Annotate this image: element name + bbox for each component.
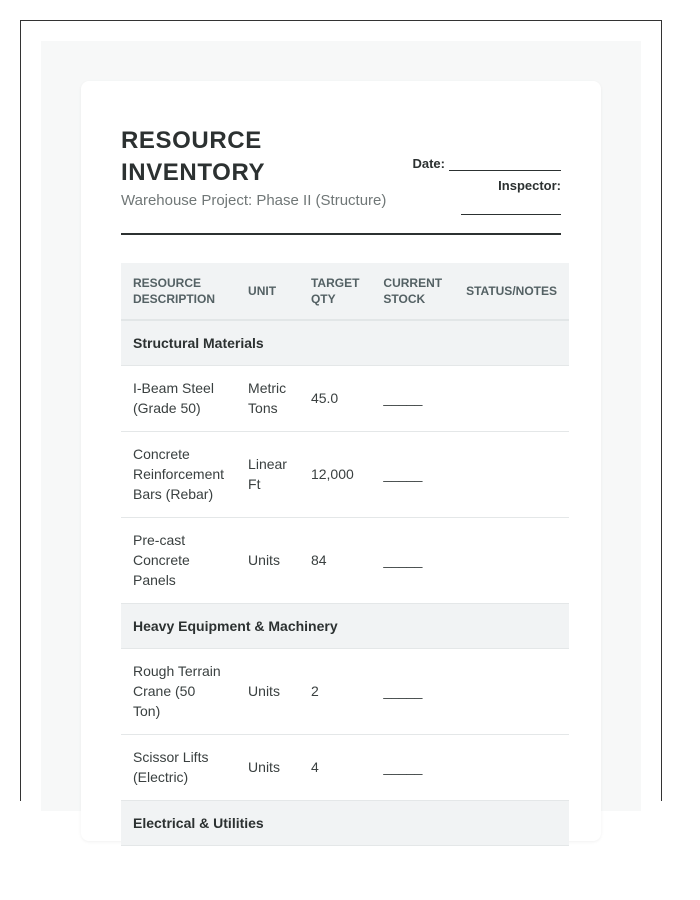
inspector-line-row	[341, 193, 561, 215]
page-subtitle: Warehouse Project: Phase II (Structure)	[121, 192, 387, 209]
table-row	[121, 366, 569, 432]
cell-current-stock[interactable]: _____	[371, 432, 454, 518]
cell-description: Scissor Lifts (Electric)	[121, 735, 236, 801]
section-row-structural	[121, 320, 569, 366]
section-title: Heavy Equipment & Machinery	[121, 604, 569, 649]
inspector-blank-line	[461, 200, 561, 215]
cell-description: Concrete Reinforcement Bars (Rebar)	[121, 432, 236, 518]
section-row-electrical	[121, 801, 569, 846]
signoff-block	[341, 149, 561, 215]
date-blank-line	[449, 156, 561, 171]
table-row	[121, 432, 569, 518]
inspector-row	[341, 171, 561, 193]
table-header	[121, 263, 569, 320]
date-row	[341, 149, 561, 171]
cell-status-notes[interactable]	[454, 432, 569, 518]
cell-target-qty: 4	[299, 735, 371, 801]
date-label: Date:	[412, 156, 445, 171]
cell-current-stock[interactable]: _____	[371, 518, 454, 604]
cell-current-stock[interactable]: _____	[371, 735, 454, 801]
table-row	[121, 518, 569, 604]
column-header-status-notes: STATUS/NOTES	[454, 263, 569, 320]
table-row	[121, 649, 569, 735]
cell-unit: Metric Tons	[236, 366, 299, 432]
column-header-unit: UNIT	[236, 263, 299, 320]
cell-target-qty: 2	[299, 649, 371, 735]
table-body	[121, 320, 569, 846]
cell-target-qty: 45.0	[299, 366, 371, 432]
table-header-row	[121, 263, 569, 320]
cell-status-notes[interactable]	[454, 366, 569, 432]
inventory-card	[81, 81, 601, 841]
document-frame	[20, 20, 662, 831]
cell-description: I-Beam Steel (Grade 50)	[121, 366, 236, 432]
cell-current-stock[interactable]: _____	[371, 649, 454, 735]
cell-unit: Units	[236, 649, 299, 735]
column-header-current-stock: CURRENT STOCK	[371, 263, 454, 320]
column-header-target-qty: TARGET QTY	[299, 263, 371, 320]
cell-current-stock[interactable]: _____	[371, 366, 454, 432]
section-row-heavy-equipment	[121, 604, 569, 649]
page-title: RESOURCE INVENTORY	[121, 127, 266, 186]
table-row	[121, 735, 569, 801]
cell-status-notes[interactable]	[454, 518, 569, 604]
cell-description: Pre-cast Concrete Panels	[121, 518, 236, 604]
cell-status-notes[interactable]	[454, 735, 569, 801]
cell-status-notes[interactable]	[454, 649, 569, 735]
inspector-label: Inspector:	[498, 178, 561, 193]
cell-unit: Units	[236, 518, 299, 604]
cell-target-qty: 12,000	[299, 432, 371, 518]
section-title: Structural Materials	[121, 320, 569, 366]
cell-description: Rough Terrain Crane (50 Ton)	[121, 649, 236, 735]
cell-unit: Units	[236, 735, 299, 801]
inventory-table	[121, 263, 569, 846]
cell-unit: Linear Ft	[236, 432, 299, 518]
document-header	[121, 125, 561, 235]
document-viewport	[41, 41, 641, 831]
column-header-description: RESOURCE DESCRIPTION	[121, 263, 236, 320]
section-title: Electrical & Utilities	[121, 801, 569, 846]
cell-target-qty: 84	[299, 518, 371, 604]
